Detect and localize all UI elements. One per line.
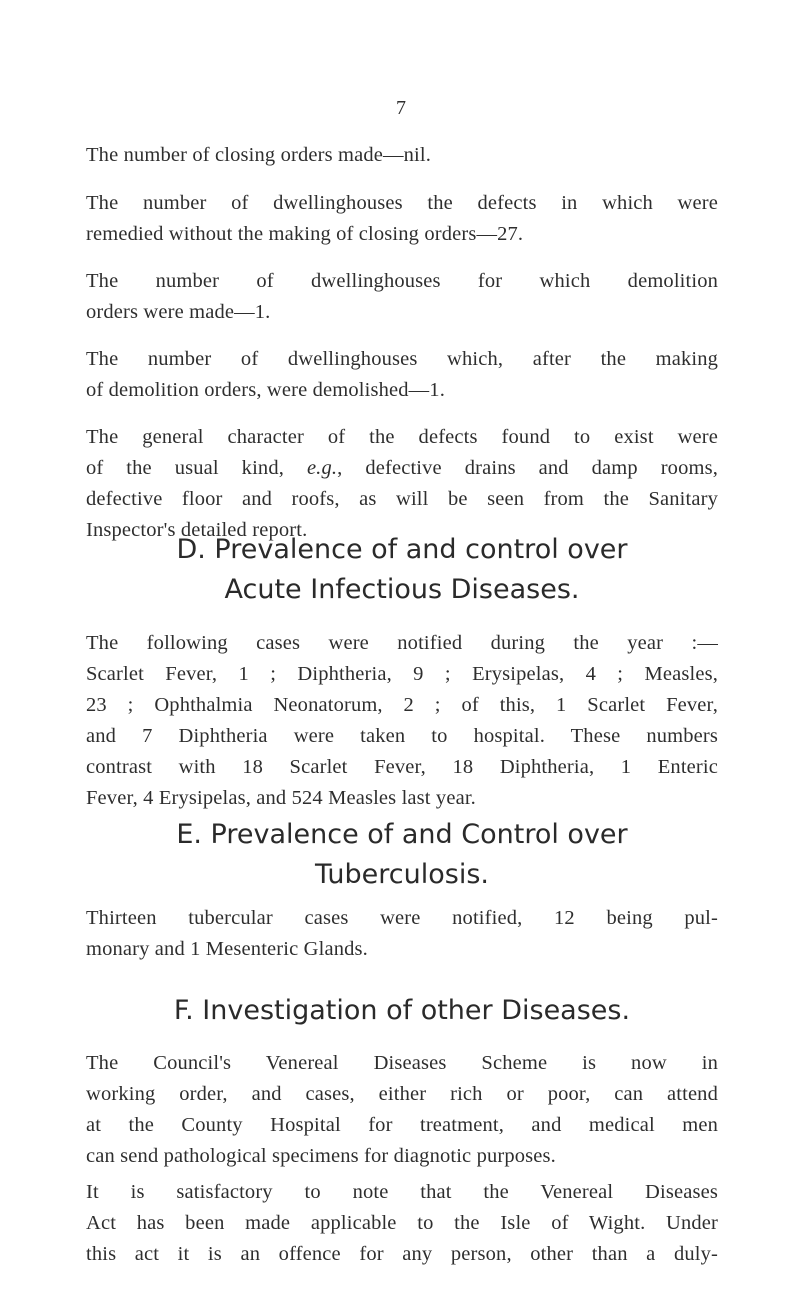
text-line: at the County Hospital for treatment, and medical men [86,1114,718,1136]
section-e-body [86,903,718,965]
section-e-heading [86,815,718,895]
text-line: Inspector's detailed report. [86,519,308,541]
paragraph-closing-orders [86,140,718,171]
text-line: of demolition orders, were demolished—1. [86,379,445,401]
text-line: this act it is an offence for any person, other than a duly- [86,1243,718,1265]
text-line: The Council's Venereal Diseases Scheme is now in [86,1052,718,1074]
text-line: Fever, 4 Erysipelas, and 524 Measles last year. [86,787,476,809]
paragraph-demolished [86,344,718,406]
text-line [86,453,718,484]
section-f-heading [86,991,718,1031]
text-fragment: , defective drains and damp rooms, [337,457,718,479]
heading-line: Tuberculosis. [315,859,489,890]
text-line: The following cases were notified during the year :— [86,632,718,654]
text-fragment: of the usual kind, [86,457,307,479]
page-number: 7 [396,97,406,119]
section-f-body-1 [86,1048,718,1172]
text-line: orders were made—1. [86,301,271,323]
heading-line: F. Investigation of other Diseases. [173,995,631,1026]
text-line: contrast with 18 Scarlet Fever, 18 Diphtheria, 1 Enteric [86,756,718,778]
paragraph-defects-remedied [86,188,718,250]
text-line: The number of closing orders made—nil. [86,144,432,166]
text-line: and 7 Diphtheria were taken to hospital. These numbers [86,725,718,747]
text-line: remedied without the making of closing orders—27. [86,223,524,245]
text-line: Scarlet Fever, 1 ; Diphtheria, 9 ; Erysipelas, 4 ; Measles, [86,663,718,685]
heading-line: D. Prevalence of and control over [176,534,628,565]
text-line: The number of dwellinghouses the defects in which were [86,192,718,214]
text-fragment-italic: e.g. [306,457,338,479]
section-d-heading [86,530,718,610]
text-line: working order, and cases, either rich or poor, can attend [86,1083,718,1105]
text-line: It is satisfactory to note that the Venereal Diseases [86,1181,718,1203]
text-line: The number of dwellinghouses for which demolition [86,270,718,292]
heading-line: Acute Infectious Diseases. [224,574,580,605]
section-d-body [86,628,718,814]
text-line: monary and 1 Mesenteric Glands. [86,938,368,960]
text-line: The number of dwellinghouses which, after the making [86,348,718,370]
paragraph-general-character [86,422,718,546]
text-line: defective floor and roofs, as will be seen from the Sanitary [86,488,718,510]
paragraph-demolition-orders [86,266,718,328]
text-line: 23 ; Ophthalmia Neonatorum, 2 ; of this, 1 Scarlet Fever, [86,694,718,716]
text-line: Act has been made applicable to the Isle of Wight. Under [86,1212,718,1234]
section-f-body-2 [86,1177,718,1270]
text-line: The general character of the defects found to exist were [86,426,718,448]
text-line: Thirteen tubercular cases were notified, 12 being pul- [86,907,718,929]
text-line: can send pathological specimens for diagnotic purposes. [86,1145,556,1167]
heading-line: E. Prevalence of and Control over [176,819,628,850]
